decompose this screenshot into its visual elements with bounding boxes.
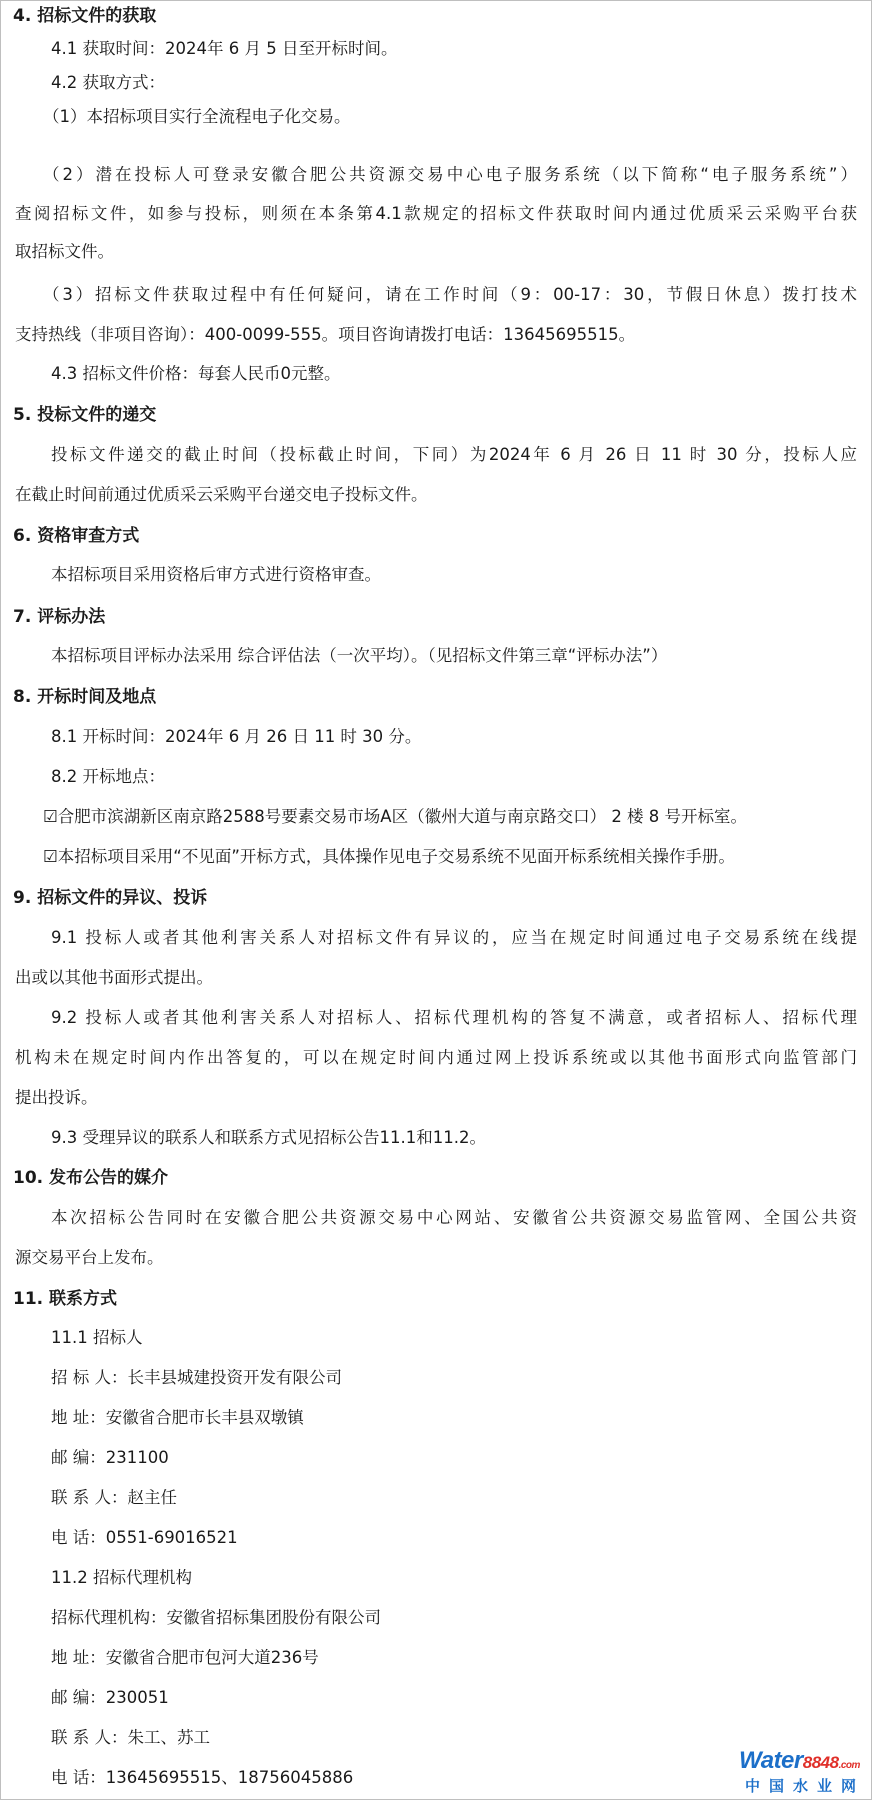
- contact-line: 邮 编：230051: [51, 1688, 169, 1707]
- logo-chinese: 中国水业网: [745, 1777, 866, 1795]
- paragraph-line: 4.1 获取时间：2024年 6 月 5 日至开标时间。: [51, 39, 398, 58]
- paragraph-line: 出或以其他书面形式提出。: [15, 968, 213, 987]
- paragraph-line: 取招标文件。: [15, 242, 114, 261]
- checkbox-line: ☑合肥市滨湖新区南京路2588号要素交易市场A区（徽州大道与南京路交口） 2 楼 8 号开标室。: [43, 807, 748, 826]
- paragraph-line: 本招标项目采用资格后审方式进行资格审查。: [51, 565, 381, 584]
- contact-line: 联 系 人：朱工、苏工: [51, 1728, 210, 1747]
- contact-line: 招 标 人：长丰县城建投资开发有限公司: [51, 1368, 342, 1387]
- paragraph-line: （1）本招标项目实行全流程电子化交易。: [43, 107, 351, 126]
- contact-line: 11.2 招标代理机构: [51, 1568, 192, 1587]
- paragraph-line: 本招标项目评标办法采用 综合评估法（一次平均）。（见招标文件第三章“评标办法”）: [51, 646, 668, 665]
- paragraph-line: 4.2 获取方式：: [51, 73, 165, 92]
- paragraph-line: 本次招标公告同时在安徽合肥公共资源交易中心网站、安徽省公共资源交易监管网、全国公共资: [51, 1208, 857, 1227]
- contact-line: 11.1 招标人: [51, 1328, 143, 1347]
- logo-wordmark: [739, 1747, 860, 1775]
- paragraph-line: （3）招标文件获取过程中有任何疑问，请在工作时间（9：00-17：30，节假日休息）拨打技术: [43, 285, 857, 304]
- contact-line: 联 系 人：赵主任: [51, 1488, 177, 1507]
- paragraph-line: 9.2 投标人或者其他利害关系人对招标人、招标代理机构的答复不满意，或者招标人、招标代理: [51, 1008, 857, 1027]
- section-heading: 8. 开标时间及地点: [13, 687, 157, 707]
- section-heading: 4. 招标文件的获取: [13, 6, 157, 26]
- paragraph-line: 9.1 投标人或者其他利害关系人对招标文件有异议的，应当在规定时间通过电子交易系统在线提: [51, 928, 857, 947]
- paragraph-line: 8.2 开标地点：: [51, 767, 165, 786]
- paragraph-line: 9.3 受理异议的联系人和联系方式见招标公告11.1和11.2。: [51, 1128, 486, 1147]
- paragraph-line: 机构未在规定时间内作出答复的，可以在规定时间内通过网上投诉系统或以其他书面形式向监管部门: [15, 1048, 857, 1067]
- contact-line: 地 址：安徽省合肥市长丰县双墩镇: [51, 1408, 304, 1427]
- paragraph-line: 支持热线（非项目咨询）：400-0099-555。项目咨询请拨打电话：13645695515。: [15, 325, 636, 344]
- paragraph-line: 4.3 招标文件价格：每套人民币0元整。: [51, 364, 341, 383]
- section-heading: 5. 投标文件的递交: [13, 405, 157, 425]
- contact-line: 地 址：安徽省合肥市包河大道236号: [51, 1648, 319, 1667]
- section-heading: 7. 评标办法: [13, 607, 106, 627]
- paragraph-line: 提出投诉。: [15, 1088, 98, 1107]
- paragraph-line: 查阅招标文件，如参与投标，则须在本条第4.1款规定的招标文件获取时间内通过优质采云采购平台获: [15, 204, 857, 223]
- section-heading: 10. 发布公告的媒介: [13, 1168, 169, 1188]
- watermark-logo: [739, 1747, 865, 1795]
- section-heading: 11. 联系方式: [13, 1289, 118, 1309]
- paragraph-line: 8.1 开标时间：2024年 6 月 26 日 11 时 30 分。: [51, 727, 422, 746]
- contact-line: 电 话：0551-69016521: [51, 1528, 238, 1547]
- section-heading: 9. 招标文件的异议、投诉: [13, 888, 208, 908]
- contact-line: 招标代理机构：安徽省招标集团股份有限公司: [51, 1608, 381, 1627]
- logo-word-c: .com: [838, 1760, 860, 1771]
- contact-line: 邮 编：231100: [51, 1448, 169, 1467]
- logo-word-b: 8848: [802, 1753, 839, 1772]
- checkbox-line: ☑本招标项目采用“不见面”开标方式，具体操作见电子交易系统不见面开标系统相关操作手册。: [43, 847, 735, 866]
- paragraph-line: 源交易平台上发布。: [15, 1248, 164, 1267]
- section-heading: 6. 资格审查方式: [13, 526, 140, 546]
- paragraph-line: 投标文件递交的截止时间（投标截止时间，下同）为2024年 6 月 26 日 11 时 30 分，投标人应: [51, 445, 857, 464]
- contact-line: 电 话：13645695515、18756045886: [51, 1768, 354, 1787]
- logo-word-a: Water: [739, 1747, 803, 1774]
- paragraph-line: （2）潜在投标人可登录安徽合肥公共资源交易中心电子服务系统（以下简称“电子服务系统”）: [43, 165, 857, 184]
- paragraph-line: 在截止时间前通过优质采云采购平台递交电子投标文件。: [15, 485, 428, 504]
